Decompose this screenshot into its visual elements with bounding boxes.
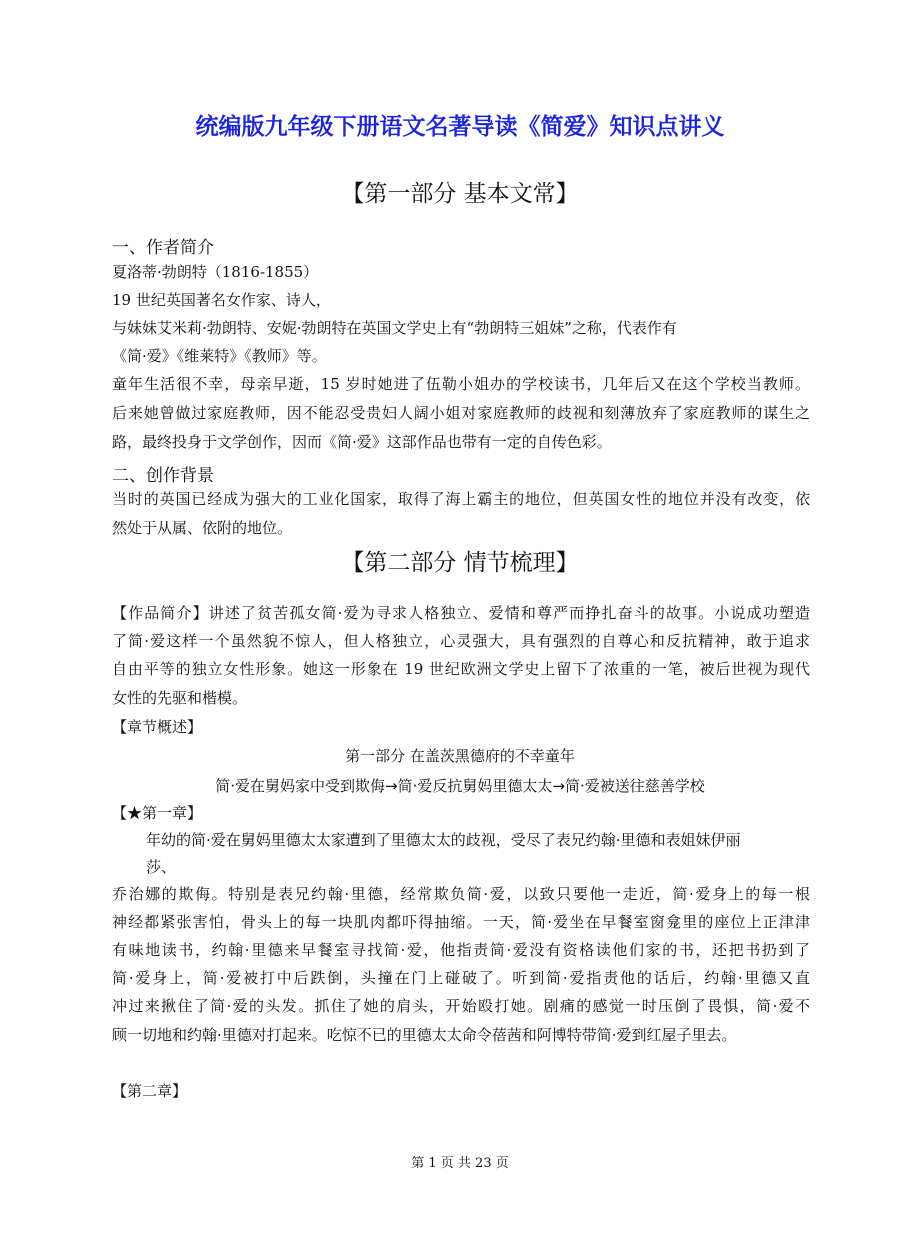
chapter-overview-label: 【章节概述】 — [112, 718, 203, 736]
part2-heading: 【第二部分 情节梳理】 — [341, 550, 579, 576]
chapter1-line: 简·爱身上，简·爱被打中后跌倒，头撞在门上碰破了。听到简·爱指责他的话后，约翰·里德又直 — [112, 969, 810, 987]
background-line: 当时的英国已经成为强大的工业化国家，取得了海上霸主的地位，但英国女性的地位并没有改变，依 — [112, 490, 810, 508]
background-heading: 二、创作背景 — [112, 466, 214, 486]
chapter1-line: 莎、 — [146, 858, 177, 876]
chapter1-line: 神经都紧张害怕，骨头上的每一块肌肉都吓得抽缩。一天，简·爱坐在早餐室窗龛里的座位上正津津 — [112, 913, 810, 931]
section-title: 第一部分 在盖茨黑德府的不幸童年 — [345, 747, 575, 765]
section-flow: 简·爱在舅妈家中受到欺侮→简·爱反抗舅妈里德太太→简·爱被送往慈善学校 — [215, 777, 705, 795]
author-line: 童年生活很不幸，母亲早逝，15 岁时她进了伍勒小姐办的学校读书，几年后又在这个学校当教师。 — [112, 375, 810, 393]
intro-line: 了简·爱这样一个虽然貌不惊人，但人格独立，心灵强大，具有强烈的自尊心和反抗精神，敢于追求 — [112, 632, 810, 650]
chapter1-line: 有味地读书，约翰·里德来早餐室寻找简·爱，他指责简·爱没有资格读他们家的书，还把书扔到了 — [112, 941, 810, 959]
author-heading: 一、作者简介 — [112, 238, 214, 258]
intro-line: 自由平等的独立女性形象。她这一形象在 19 世纪欧洲文学史上留下了浓重的一笔，被后世视为现代 — [112, 660, 810, 678]
intro-line: 女性的先驱和楷模。 — [112, 689, 248, 707]
author-line: 与妹妹艾米莉·勃朗特、安妮·勃朗特在英国文学史上有“勃朗特三姐妹”之称，代表作有 — [112, 319, 677, 337]
author-line: 路，最终投身于文学创作，因而《简·爱》这部作品也带有一定的自传色彩。 — [112, 433, 612, 451]
part1-heading: 【第一部分 基本文常】 — [341, 181, 579, 207]
page-footer: 第 1 页 共 23 页 — [411, 1156, 509, 1171]
chapter1-line: 年幼的简·爱在舅妈里德太太家遭到了里德太太的歧视，受尽了表兄约翰·里德和表姐妹伊丽 — [146, 831, 741, 849]
author-line: 19 世纪英国著名女作家、诗人， — [112, 291, 331, 309]
chapter1-line: 顾一切地和约翰·里德对打起来。吃惊不已的里德太太命令蓓茜和阿博特带简·爱到红屋子里去。 — [112, 1026, 737, 1044]
document-title: 统编版九年级下册语文名著导读《简爱》知识点讲义 — [195, 114, 725, 140]
intro-line: 【作品简介】讲述了贫苦孤女简·爱为寻求人格独立、爱情和尊严而挣扎奋斗的故事。小说成功塑造 — [112, 604, 810, 622]
author-line: 《简·爱》《维莱特》《教师》等。 — [112, 347, 327, 365]
author-line: 后来她曾做过家庭教师，因不能忍受贵妇人阔小姐对家庭教师的歧视和刻薄放弃了家庭教师的谋生之 — [112, 404, 810, 422]
chapter2-label: 【第二章】 — [112, 1082, 188, 1100]
chapter1-line: 冲过来揪住了简·爱的头发。抓住了她的肩头，开始殴打她。剧痛的感觉一时压倒了畏惧，简·爱不 — [112, 997, 810, 1015]
author-line: 夏洛蒂·勃朗特（1816-1855） — [112, 263, 319, 281]
chapter1-label: 【★第一章】 — [112, 804, 203, 822]
chapter1-line: 乔治娜的欺侮。特别是表兄约翰·里德，经常欺负简·爱，以致只要他一走近，简·爱身上的每一根 — [112, 885, 810, 903]
background-line: 然处于从属、依附的地位。 — [112, 519, 293, 537]
